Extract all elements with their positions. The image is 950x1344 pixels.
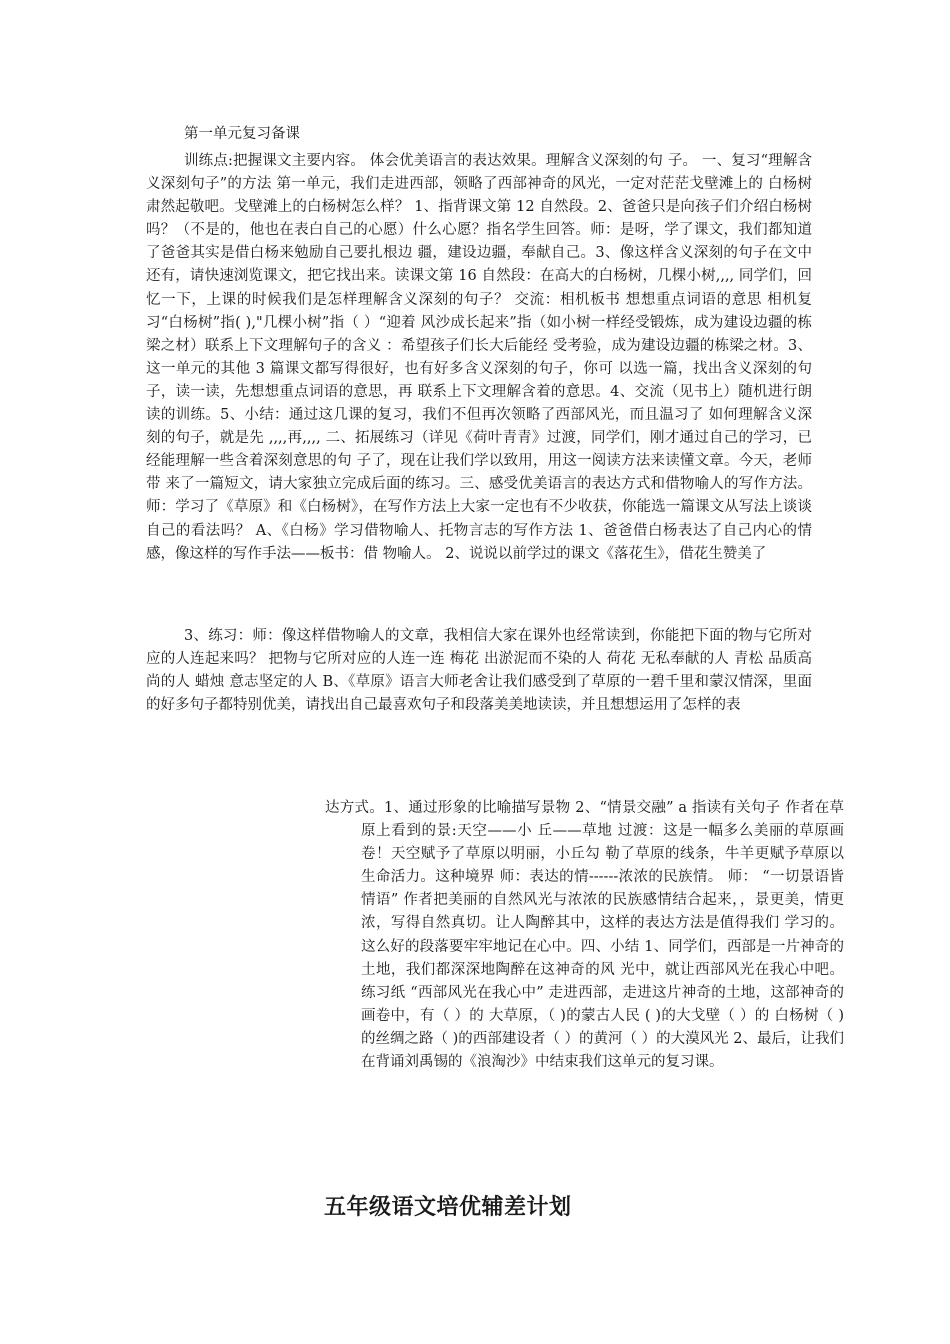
section-heading: 第一单元复习备课: [184, 126, 300, 142]
next-section-title: 五年级语文培优辅差计划: [324, 1194, 572, 1220]
lesson-paragraph-exercise: 3、练习：师：像这样借物喻人的文章，我相信大家在课外也经常读到，你能把下面的物与它所对应的人连起来吗？ 把物与它所对应的人连一连 梅花 出淤泥而不染的人 荷花 无私奉献的人 青松 品质高尚的人 蜡烛 意志坚定的人 B、《草原》语言大师老舍让我们感受到了草原的一碧千里和蒙汉情深，里面的好多句子都特别优美，请找出自己最喜欢句子和段落美美地读读，并且想想运用了怎样的表: [146, 628, 812, 714]
lesson-paragraph-continued: 达方式。1、通过形象的比喻描写景物 2、“情景交融” a 指读有关句子 作者在草原上看到的景:天空——小 丘——草地 过渡：这是一幅多么美丽的草原画卷！天空赋予了草原以明丽，小丘勾 勒了草原的线条，牛羊更赋予草原以生命活力。这种境界 师：表达的情------浓浓的民族情。 师： “一切景语皆情语” 作者把美丽的自然风光与浓浓的民族感情结合起来，，景更美，情更浓，写得自然真切。让人陶醉其中，这样的表达方法是值得我们 学习的。这么好的段落要牢牢地记在心中。四、小结 1、同学们，西部是一片神奇的土地，我们都深深地陶醉在这神奇的风 光中，就让西部风光在我心中吧。 练习纸 “西部风光在我心中” 走进西部，走进这片神奇的土地，这部神奇的画卷中，有（ ）的 大草原，（ )的蒙古人民 ( )的大戈壁（ ）的 白杨树（ )的丝绸之路（ )的西部建设者（ ）的黄河（ ）的大漠风光 2、最后，让我们在背诵刘禹锡的《浪淘沙》中结束我们这单元的复习课。: [325, 800, 844, 1071]
lesson-paragraph-main: 训练点:把握课文主要内容。 体会优美语言的表达效果。理解含义深刻的句 子。 一、复习“理解含义深刻句子”的方法 第一单元，我们走进西部，领略了西部神奇的风光，一定对茫茫戈壁滩上的 白杨树肃然起敬吧。戈壁滩上的白杨树怎么样？ 1、指背课文第 12 自然段。2、爸爸只是向孩子们介绍白杨树吗？（不是的，他也在表白自己的心愿）什么心愿？指名学生回答。师：是呀，学了课文，我们都知道了爸爸其实是借白杨来勉励自己要扎根边 疆，建设边疆，奉献自己。3、像这样含义深刻的句子在文中还有，请快速浏览课文，把它找出来。读课文第 16 自然段：在高大的白杨树，几棵小树,,,, 同学们，回忆一下，上课的时候我们是怎样理解含义深刻的句子？ 交流：相机板书 想想重点词语的意思 相机复习“白杨树”指( ),"几棵小树”指（ ）“迎着 风沙成长起来”指（如小树一样经受锻炼，成为建设边疆的栋梁之材）联系上下文理解句子的含义 ：希望孩子们长大后能经 受考验，成为建设边疆的栋梁之材。3、这一单元的其他 3 篇课文都写得很好，也有好多含义深刻的句子，你可 以选一篇，找出含义深刻的句子，读一读，先想想重点词语的意思，再 联系上下文理解含着的意思。4、交流（见书上）随机进行朗读的训练。5、小结：通过这几课的复习，我们不但再次领略了西部风光，而且温习了 如何理解含义深刻的句子，就是先 ,,,,再,,,, 二、拓展练习（详见《荷叶青青》过渡，同学们，刚才通过自己的学习，已经能理解一些含着深刻意思的句 子了，现在让我们学以致用，用这一阅读方法来读懂文章。今天，老师带 来了一篇短文，请大家独立完成后面的练习。三、感受优美语言的表达方式和借物喻人的写作方法。师：学习了《草原》和《白杨树》，在写作方法上大家一定也有不少收获，你能选一篇课文从写法上谈谈自己的看法吗？ A、《白杨》学习借物喻人、托物言志的写作方法 1、爸爸借白杨表达了自己内心的情感，像这样的写作手法——板书：借 物喻人。 2、说说以前学过的课文《落花生》，借花生赞美了: [146, 153, 812, 562]
